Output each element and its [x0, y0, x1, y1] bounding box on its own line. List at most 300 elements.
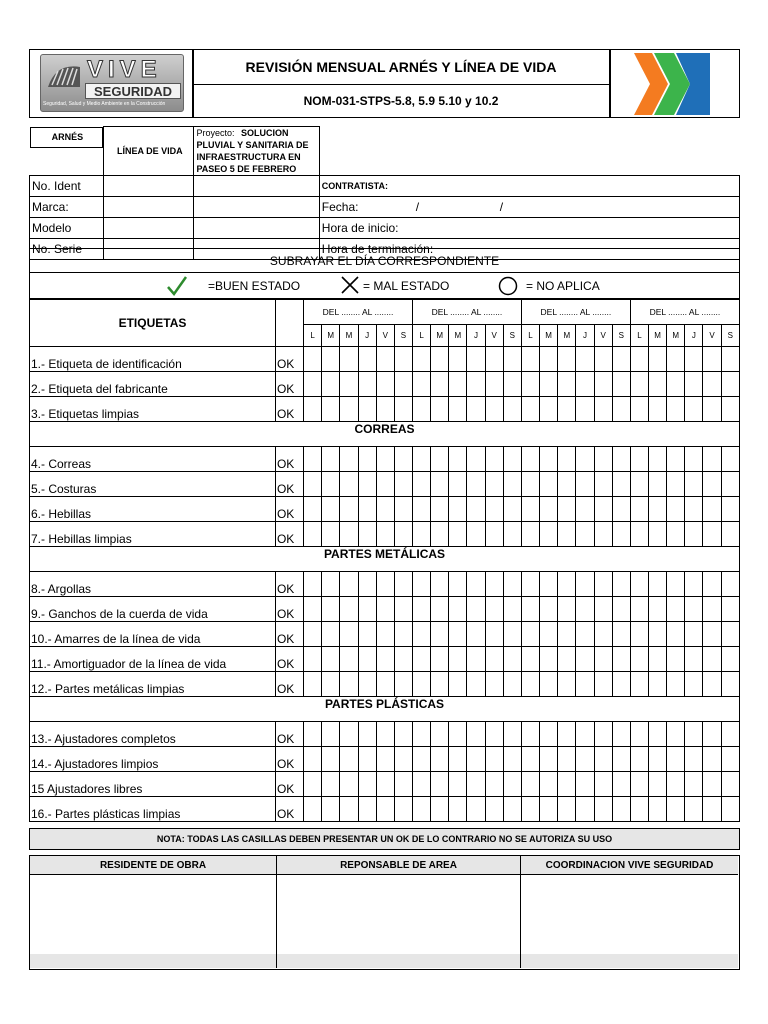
day-check-cell[interactable] [394, 472, 412, 497]
day-check-cell[interactable] [467, 522, 485, 547]
day-check-cell[interactable] [558, 622, 576, 647]
day-check-cell[interactable] [703, 397, 721, 422]
day-check-cell[interactable] [721, 347, 739, 372]
day-check-cell[interactable] [630, 472, 648, 497]
day-check-cell[interactable] [703, 347, 721, 372]
day-check-cell[interactable] [667, 797, 685, 822]
day-check-cell[interactable] [576, 522, 594, 547]
day-check-cell[interactable] [703, 472, 721, 497]
hora-inicio-field[interactable]: Hora de inicio: [319, 218, 739, 239]
arnes-ident-field[interactable] [104, 176, 194, 197]
day-check-cell[interactable] [594, 722, 612, 747]
day-check-cell[interactable] [685, 522, 703, 547]
day-check-cell[interactable] [394, 572, 412, 597]
contratista-label[interactable]: CONTRATISTA: [319, 176, 739, 197]
day-check-cell[interactable] [576, 647, 594, 672]
day-letter[interactable]: J [576, 325, 594, 347]
day-check-cell[interactable] [503, 647, 521, 672]
day-check-cell[interactable] [394, 522, 412, 547]
day-check-cell[interactable] [667, 447, 685, 472]
day-check-cell[interactable] [630, 597, 648, 622]
day-letter[interactable]: V [594, 325, 612, 347]
day-check-cell[interactable] [576, 497, 594, 522]
day-check-cell[interactable] [376, 672, 394, 697]
day-check-cell[interactable] [630, 397, 648, 422]
day-check-cell[interactable] [485, 472, 503, 497]
day-check-cell[interactable] [304, 747, 322, 772]
day-check-cell[interactable] [431, 747, 449, 772]
day-letter[interactable]: S [503, 325, 521, 347]
day-check-cell[interactable] [394, 497, 412, 522]
day-check-cell[interactable] [304, 622, 322, 647]
day-check-cell[interactable] [340, 472, 358, 497]
day-check-cell[interactable] [521, 372, 539, 397]
day-check-cell[interactable] [558, 397, 576, 422]
day-check-cell[interactable] [721, 722, 739, 747]
day-check-cell[interactable] [412, 597, 430, 622]
day-letter[interactable]: V [376, 325, 394, 347]
day-check-cell[interactable] [630, 347, 648, 372]
day-check-cell[interactable] [521, 597, 539, 622]
day-check-cell[interactable] [449, 722, 467, 747]
day-check-cell[interactable] [304, 472, 322, 497]
day-check-cell[interactable] [431, 622, 449, 647]
day-check-cell[interactable] [594, 747, 612, 772]
day-check-cell[interactable] [467, 497, 485, 522]
day-check-cell[interactable] [667, 397, 685, 422]
day-check-cell[interactable] [412, 522, 430, 547]
day-check-cell[interactable] [394, 647, 412, 672]
day-check-cell[interactable] [340, 722, 358, 747]
day-check-cell[interactable] [703, 772, 721, 797]
day-check-cell[interactable] [721, 447, 739, 472]
day-check-cell[interactable] [322, 722, 340, 747]
day-check-cell[interactable] [485, 722, 503, 747]
day-check-cell[interactable] [467, 672, 485, 697]
day-check-cell[interactable] [412, 747, 430, 772]
day-check-cell[interactable] [558, 772, 576, 797]
day-check-cell[interactable] [412, 647, 430, 672]
day-check-cell[interactable] [485, 347, 503, 372]
day-check-cell[interactable] [667, 572, 685, 597]
day-check-cell[interactable] [322, 747, 340, 772]
day-check-cell[interactable] [340, 622, 358, 647]
day-check-cell[interactable] [376, 472, 394, 497]
day-check-cell[interactable] [667, 597, 685, 622]
day-check-cell[interactable] [721, 372, 739, 397]
linea-ident-field[interactable] [194, 176, 319, 197]
day-check-cell[interactable] [485, 447, 503, 472]
day-check-cell[interactable] [667, 522, 685, 547]
day-check-cell[interactable] [431, 372, 449, 397]
day-check-cell[interactable] [304, 597, 322, 622]
day-check-cell[interactable] [304, 647, 322, 672]
day-check-cell[interactable] [703, 722, 721, 747]
day-check-cell[interactable] [521, 497, 539, 522]
day-check-cell[interactable] [503, 572, 521, 597]
day-check-cell[interactable] [540, 397, 558, 422]
day-letter[interactable]: M [649, 325, 667, 347]
day-check-cell[interactable] [721, 597, 739, 622]
day-check-cell[interactable] [540, 672, 558, 697]
day-check-cell[interactable] [594, 597, 612, 622]
week-range-label[interactable]: DEL ........ AL ........ [521, 300, 630, 325]
day-check-cell[interactable] [431, 597, 449, 622]
day-check-cell[interactable] [612, 747, 630, 772]
day-check-cell[interactable] [304, 522, 322, 547]
day-check-cell[interactable] [322, 372, 340, 397]
day-check-cell[interactable] [358, 372, 376, 397]
day-check-cell[interactable] [685, 372, 703, 397]
day-check-cell[interactable] [612, 347, 630, 372]
day-check-cell[interactable] [340, 397, 358, 422]
day-check-cell[interactable] [558, 647, 576, 672]
day-check-cell[interactable] [376, 497, 394, 522]
day-check-cell[interactable] [649, 797, 667, 822]
day-check-cell[interactable] [340, 522, 358, 547]
day-check-cell[interactable] [304, 722, 322, 747]
day-letter[interactable]: J [467, 325, 485, 347]
day-check-cell[interactable] [521, 397, 539, 422]
day-check-cell[interactable] [503, 347, 521, 372]
day-check-cell[interactable] [667, 772, 685, 797]
week-range-label[interactable]: DEL ........ AL ........ [304, 300, 413, 325]
day-check-cell[interactable] [576, 747, 594, 772]
day-letter[interactable]: S [394, 325, 412, 347]
day-letter[interactable]: M [431, 325, 449, 347]
day-check-cell[interactable] [521, 797, 539, 822]
day-check-cell[interactable] [703, 647, 721, 672]
day-check-cell[interactable] [304, 572, 322, 597]
day-check-cell[interactable] [340, 797, 358, 822]
day-check-cell[interactable] [394, 397, 412, 422]
day-check-cell[interactable] [376, 397, 394, 422]
day-check-cell[interactable] [612, 372, 630, 397]
day-check-cell[interactable] [467, 397, 485, 422]
day-check-cell[interactable] [485, 522, 503, 547]
day-letter[interactable]: V [703, 325, 721, 347]
day-check-cell[interactable] [649, 672, 667, 697]
day-check-cell[interactable] [467, 722, 485, 747]
day-check-cell[interactable] [521, 447, 539, 472]
day-check-cell[interactable] [449, 572, 467, 597]
day-check-cell[interactable] [358, 797, 376, 822]
day-check-cell[interactable] [376, 372, 394, 397]
day-check-cell[interactable] [503, 747, 521, 772]
day-check-cell[interactable] [576, 622, 594, 647]
day-check-cell[interactable] [322, 522, 340, 547]
day-check-cell[interactable] [685, 672, 703, 697]
day-check-cell[interactable] [412, 497, 430, 522]
day-check-cell[interactable] [721, 622, 739, 647]
day-check-cell[interactable] [521, 522, 539, 547]
day-letter[interactable]: J [685, 325, 703, 347]
day-check-cell[interactable] [612, 647, 630, 672]
day-check-cell[interactable] [594, 522, 612, 547]
day-check-cell[interactable] [630, 372, 648, 397]
day-check-cell[interactable] [503, 497, 521, 522]
day-check-cell[interactable] [667, 747, 685, 772]
day-check-cell[interactable] [521, 647, 539, 672]
week-range-label[interactable]: DEL ........ AL ........ [630, 300, 739, 325]
day-check-cell[interactable] [358, 522, 376, 547]
day-check-cell[interactable] [449, 397, 467, 422]
day-check-cell[interactable] [485, 622, 503, 647]
day-check-cell[interactable] [412, 472, 430, 497]
day-check-cell[interactable] [630, 722, 648, 747]
day-check-cell[interactable] [467, 597, 485, 622]
day-check-cell[interactable] [703, 372, 721, 397]
day-check-cell[interactable] [340, 597, 358, 622]
day-letter[interactable]: L [412, 325, 430, 347]
day-check-cell[interactable] [703, 497, 721, 522]
day-check-cell[interactable] [322, 347, 340, 372]
day-check-cell[interactable] [649, 722, 667, 747]
day-check-cell[interactable] [667, 347, 685, 372]
day-check-cell[interactable] [685, 747, 703, 772]
day-check-cell[interactable] [685, 722, 703, 747]
day-check-cell[interactable] [376, 447, 394, 472]
day-check-cell[interactable] [485, 797, 503, 822]
day-check-cell[interactable] [558, 797, 576, 822]
day-letter[interactable]: J [358, 325, 376, 347]
day-check-cell[interactable] [322, 572, 340, 597]
day-check-cell[interactable] [358, 772, 376, 797]
day-check-cell[interactable] [540, 447, 558, 472]
day-check-cell[interactable] [558, 722, 576, 747]
day-check-cell[interactable] [322, 597, 340, 622]
day-check-cell[interactable] [503, 522, 521, 547]
day-check-cell[interactable] [376, 797, 394, 822]
day-check-cell[interactable] [576, 447, 594, 472]
day-check-cell[interactable] [612, 572, 630, 597]
day-check-cell[interactable] [431, 572, 449, 597]
day-check-cell[interactable] [576, 472, 594, 497]
day-letter[interactable]: M [667, 325, 685, 347]
day-check-cell[interactable] [649, 447, 667, 472]
day-check-cell[interactable] [376, 572, 394, 597]
day-check-cell[interactable] [485, 497, 503, 522]
day-check-cell[interactable] [322, 772, 340, 797]
day-check-cell[interactable] [340, 647, 358, 672]
day-check-cell[interactable] [612, 672, 630, 697]
day-check-cell[interactable] [412, 347, 430, 372]
day-check-cell[interactable] [431, 647, 449, 672]
day-check-cell[interactable] [630, 772, 648, 797]
day-check-cell[interactable] [503, 597, 521, 622]
day-check-cell[interactable] [558, 347, 576, 372]
day-check-cell[interactable] [376, 647, 394, 672]
day-check-cell[interactable] [521, 347, 539, 372]
day-check-cell[interactable] [649, 497, 667, 522]
day-check-cell[interactable] [503, 772, 521, 797]
day-check-cell[interactable] [503, 622, 521, 647]
day-letter[interactable]: L [304, 325, 322, 347]
day-check-cell[interactable] [358, 347, 376, 372]
day-check-cell[interactable] [322, 447, 340, 472]
day-check-cell[interactable] [721, 797, 739, 822]
day-check-cell[interactable] [703, 797, 721, 822]
day-check-cell[interactable] [521, 722, 539, 747]
day-check-cell[interactable] [521, 622, 539, 647]
day-check-cell[interactable] [685, 597, 703, 622]
day-check-cell[interactable] [304, 447, 322, 472]
day-check-cell[interactable] [576, 797, 594, 822]
day-check-cell[interactable] [667, 472, 685, 497]
day-check-cell[interactable] [703, 672, 721, 697]
day-check-cell[interactable] [485, 572, 503, 597]
day-check-cell[interactable] [322, 797, 340, 822]
day-check-cell[interactable] [449, 672, 467, 697]
day-check-cell[interactable] [630, 572, 648, 597]
day-check-cell[interactable] [394, 622, 412, 647]
day-check-cell[interactable] [376, 747, 394, 772]
day-letter[interactable]: S [721, 325, 739, 347]
day-check-cell[interactable] [630, 622, 648, 647]
arnes-marca-field[interactable] [104, 197, 194, 218]
day-check-cell[interactable] [630, 447, 648, 472]
day-check-cell[interactable] [340, 747, 358, 772]
day-check-cell[interactable] [304, 672, 322, 697]
day-check-cell[interactable] [540, 747, 558, 772]
day-check-cell[interactable] [576, 372, 594, 397]
day-check-cell[interactable] [558, 372, 576, 397]
day-check-cell[interactable] [685, 472, 703, 497]
day-check-cell[interactable] [667, 672, 685, 697]
day-check-cell[interactable] [721, 772, 739, 797]
day-check-cell[interactable] [612, 772, 630, 797]
day-check-cell[interactable] [685, 797, 703, 822]
day-check-cell[interactable] [376, 722, 394, 747]
day-check-cell[interactable] [340, 772, 358, 797]
day-letter[interactable]: M [340, 325, 358, 347]
day-check-cell[interactable] [558, 447, 576, 472]
day-check-cell[interactable] [412, 447, 430, 472]
day-check-cell[interactable] [649, 347, 667, 372]
day-check-cell[interactable] [576, 347, 594, 372]
day-check-cell[interactable] [612, 622, 630, 647]
day-check-cell[interactable] [503, 372, 521, 397]
day-check-cell[interactable] [412, 572, 430, 597]
day-check-cell[interactable] [340, 347, 358, 372]
day-check-cell[interactable] [594, 347, 612, 372]
day-check-cell[interactable] [685, 572, 703, 597]
day-check-cell[interactable] [412, 797, 430, 822]
day-check-cell[interactable] [576, 597, 594, 622]
day-check-cell[interactable] [358, 472, 376, 497]
day-check-cell[interactable] [594, 497, 612, 522]
day-check-cell[interactable] [394, 722, 412, 747]
day-check-cell[interactable] [322, 397, 340, 422]
day-check-cell[interactable] [594, 622, 612, 647]
day-check-cell[interactable] [394, 772, 412, 797]
day-check-cell[interactable] [431, 722, 449, 747]
day-letter[interactable]: M [322, 325, 340, 347]
signature-responsable-field[interactable] [277, 876, 520, 954]
day-check-cell[interactable] [612, 497, 630, 522]
linea-modelo-field[interactable] [194, 218, 319, 239]
day-letter[interactable]: V [485, 325, 503, 347]
day-check-cell[interactable] [649, 397, 667, 422]
day-check-cell[interactable] [485, 747, 503, 772]
day-check-cell[interactable] [703, 747, 721, 772]
day-check-cell[interactable] [431, 772, 449, 797]
day-check-cell[interactable] [376, 772, 394, 797]
day-check-cell[interactable] [467, 772, 485, 797]
day-check-cell[interactable] [558, 597, 576, 622]
day-check-cell[interactable] [721, 522, 739, 547]
day-check-cell[interactable] [612, 522, 630, 547]
day-check-cell[interactable] [394, 372, 412, 397]
day-check-cell[interactable] [521, 572, 539, 597]
day-check-cell[interactable] [703, 597, 721, 622]
day-check-cell[interactable] [594, 447, 612, 472]
day-check-cell[interactable] [467, 447, 485, 472]
day-check-cell[interactable] [449, 497, 467, 522]
day-check-cell[interactable] [503, 472, 521, 497]
day-check-cell[interactable] [667, 497, 685, 522]
day-check-cell[interactable] [594, 672, 612, 697]
day-check-cell[interactable] [540, 772, 558, 797]
day-check-cell[interactable] [376, 622, 394, 647]
day-check-cell[interactable] [358, 497, 376, 522]
day-letter[interactable]: S [612, 325, 630, 347]
day-check-cell[interactable] [612, 397, 630, 422]
day-check-cell[interactable] [558, 572, 576, 597]
day-check-cell[interactable] [431, 447, 449, 472]
day-check-cell[interactable] [540, 797, 558, 822]
day-check-cell[interactable] [649, 572, 667, 597]
day-check-cell[interactable] [630, 747, 648, 772]
day-check-cell[interactable] [304, 772, 322, 797]
day-check-cell[interactable] [412, 722, 430, 747]
day-check-cell[interactable] [540, 622, 558, 647]
day-check-cell[interactable] [594, 372, 612, 397]
day-check-cell[interactable] [340, 672, 358, 697]
day-check-cell[interactable] [431, 797, 449, 822]
day-check-cell[interactable] [304, 397, 322, 422]
day-check-cell[interactable] [485, 597, 503, 622]
day-check-cell[interactable] [576, 397, 594, 422]
day-check-cell[interactable] [304, 372, 322, 397]
day-check-cell[interactable] [703, 447, 721, 472]
day-check-cell[interactable] [412, 772, 430, 797]
day-check-cell[interactable] [449, 447, 467, 472]
day-check-cell[interactable] [594, 772, 612, 797]
day-check-cell[interactable] [358, 672, 376, 697]
day-check-cell[interactable] [358, 447, 376, 472]
day-check-cell[interactable] [467, 747, 485, 772]
day-check-cell[interactable] [558, 497, 576, 522]
day-check-cell[interactable] [521, 772, 539, 797]
day-check-cell[interactable] [394, 597, 412, 622]
day-check-cell[interactable] [649, 372, 667, 397]
day-check-cell[interactable] [485, 647, 503, 672]
day-check-cell[interactable] [540, 472, 558, 497]
day-check-cell[interactable] [394, 797, 412, 822]
day-check-cell[interactable] [431, 347, 449, 372]
day-check-cell[interactable] [431, 497, 449, 522]
day-check-cell[interactable] [431, 397, 449, 422]
day-check-cell[interactable] [558, 747, 576, 772]
day-check-cell[interactable] [594, 647, 612, 672]
day-check-cell[interactable] [394, 447, 412, 472]
day-check-cell[interactable] [304, 797, 322, 822]
day-check-cell[interactable] [594, 797, 612, 822]
day-check-cell[interactable] [667, 622, 685, 647]
day-check-cell[interactable] [576, 722, 594, 747]
day-check-cell[interactable] [576, 672, 594, 697]
